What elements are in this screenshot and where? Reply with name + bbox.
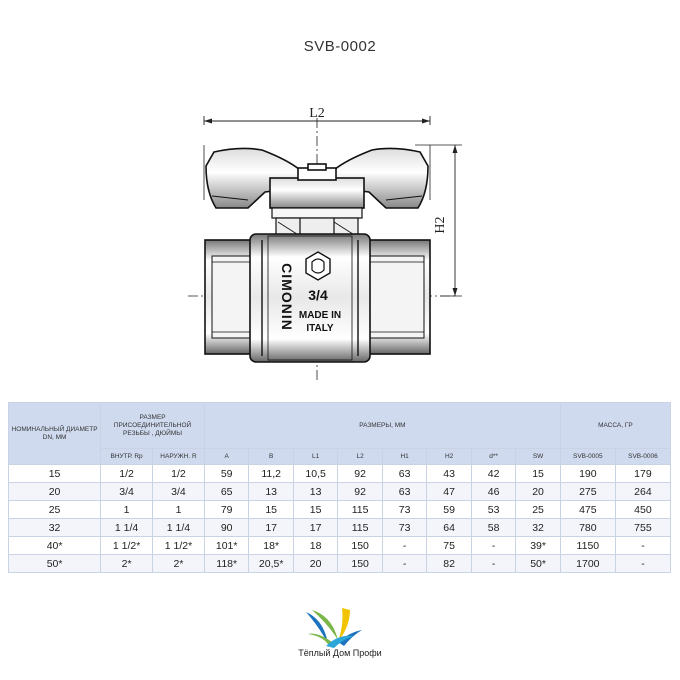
table-cell: 20	[9, 483, 101, 501]
table-cell: 1/2	[101, 465, 153, 483]
table-cell: 450	[615, 501, 670, 519]
table-cell: -	[382, 555, 426, 573]
table-cell: 179	[615, 465, 670, 483]
table-cell: 42	[471, 465, 515, 483]
header-outer-thread: НАРУЖН. R	[153, 449, 205, 465]
table-cell: 63	[382, 465, 426, 483]
spec-table-body	[9, 465, 671, 573]
valve-stem	[272, 208, 362, 236]
table-cell: 1 1/2*	[153, 537, 205, 555]
table-cell: 11,2	[249, 465, 293, 483]
table-cell: 43	[427, 465, 471, 483]
table-row	[9, 483, 671, 501]
table-cell: 20,5*	[249, 555, 293, 573]
table-cell: 82	[427, 555, 471, 573]
table-cell: 755	[615, 519, 670, 537]
header-a: A	[204, 449, 248, 465]
table-cell: 17	[249, 519, 293, 537]
table-cell: 13	[249, 483, 293, 501]
body-size-marking: 3/4	[308, 287, 328, 303]
table-cell: 2*	[101, 555, 153, 573]
table-cell: 115	[338, 501, 382, 519]
table-cell: 20	[293, 555, 337, 573]
table-row	[9, 465, 671, 483]
header-inner-thread: ВНУТР. Rp	[101, 449, 153, 465]
table-cell: 1700	[560, 555, 615, 573]
header-mass-svb0005: SVB-0005	[560, 449, 615, 465]
table-cell: 32	[9, 519, 101, 537]
table-cell: 780	[560, 519, 615, 537]
table-cell: 73	[382, 519, 426, 537]
table-cell: 1/2	[153, 465, 205, 483]
table-cell: 63	[382, 483, 426, 501]
dimension-h2-label: H2	[433, 216, 448, 234]
table-row	[9, 519, 671, 537]
table-cell: 13	[293, 483, 337, 501]
table-cell: 18*	[249, 537, 293, 555]
header-dn: НОМИНАЛЬНЫЙ ДИАМЕТР DN, ММ	[9, 403, 101, 465]
header-d: d**	[471, 449, 515, 465]
table-cell: 1150	[560, 537, 615, 555]
table-cell: 92	[338, 465, 382, 483]
table-cell: 475	[560, 501, 615, 519]
table-cell: 10,5	[293, 465, 337, 483]
header-dimensions: РАЗМЕРЫ, ММ	[204, 403, 560, 449]
table-cell: 32	[516, 519, 560, 537]
table-cell: 275	[560, 483, 615, 501]
table-cell: -	[471, 537, 515, 555]
table-cell: 64	[427, 519, 471, 537]
body-origin-marking-1: MADE IN	[298, 310, 342, 321]
table-cell: 90	[204, 519, 248, 537]
table-cell: 1 1/4	[153, 519, 205, 537]
header-mass: МАССА, ГР	[560, 403, 670, 449]
table-row	[9, 537, 671, 555]
table-cell: 2*	[153, 555, 205, 573]
table-cell: 65	[204, 483, 248, 501]
table-cell: 59	[427, 501, 471, 519]
header-l2: L2	[338, 449, 382, 465]
drawing-title: SVB-0002	[303, 38, 377, 55]
table-cell: -	[382, 537, 426, 555]
table-cell: 15	[9, 465, 101, 483]
table-cell: 50*	[9, 555, 101, 573]
table-cell: 18	[293, 537, 337, 555]
table-cell: 1 1/2*	[101, 537, 153, 555]
header-l1: L1	[293, 449, 337, 465]
table-cell: 115	[338, 519, 382, 537]
dimension-l2-label: L2	[309, 106, 325, 121]
header-h1: H1	[382, 449, 426, 465]
table-cell: 1	[153, 501, 205, 519]
table-cell: 53	[471, 501, 515, 519]
spec-table	[8, 402, 671, 573]
table-cell: -	[615, 537, 670, 555]
table-cell: 20	[516, 483, 560, 501]
table-cell: 15	[249, 501, 293, 519]
table-cell: 47	[427, 483, 471, 501]
table-cell: 73	[382, 501, 426, 519]
table-cell: 190	[560, 465, 615, 483]
body-origin-marking-2: ITALY	[306, 323, 334, 334]
table-cell: 150	[338, 555, 382, 573]
table-cell: 15	[516, 465, 560, 483]
table-cell: 3/4	[101, 483, 153, 501]
header-h2: H2	[427, 449, 471, 465]
table-cell: 92	[338, 483, 382, 501]
header-thread: РАЗМЕР ПРИСОЕДИНИТЕЛЬНОЙ РЕЗЬБЫ , ДЮЙМЫ	[101, 403, 205, 449]
table-cell: 15	[293, 501, 337, 519]
table-cell: -	[615, 555, 670, 573]
table-cell: 40*	[9, 537, 101, 555]
table-cell: 101*	[204, 537, 248, 555]
header-sw: SW	[516, 449, 560, 465]
table-cell: 1	[101, 501, 153, 519]
table-cell: 118*	[204, 555, 248, 573]
table-row	[9, 501, 671, 519]
table-cell: 25	[516, 501, 560, 519]
table-cell: -	[471, 555, 515, 573]
table-row	[9, 555, 671, 573]
body-brand-marking: CIMONIN	[279, 263, 295, 331]
header-b: B	[249, 449, 293, 465]
header-mass-svb0006: SVB-0006	[615, 449, 670, 465]
table-cell: 79	[204, 501, 248, 519]
table-cell: 50*	[516, 555, 560, 573]
company-logo	[298, 606, 382, 648]
table-cell: 1 1/4	[101, 519, 153, 537]
table-cell: 46	[471, 483, 515, 501]
table-cell: 75	[427, 537, 471, 555]
table-cell: 25	[9, 501, 101, 519]
table-cell: 58	[471, 519, 515, 537]
table-cell: 264	[615, 483, 670, 501]
table-cell: 17	[293, 519, 337, 537]
table-cell: 3/4	[153, 483, 205, 501]
table-cell: 39*	[516, 537, 560, 555]
table-cell: 150	[338, 537, 382, 555]
table-cell: 59	[204, 465, 248, 483]
company-name: Тёплый Дом Профи	[298, 648, 382, 658]
